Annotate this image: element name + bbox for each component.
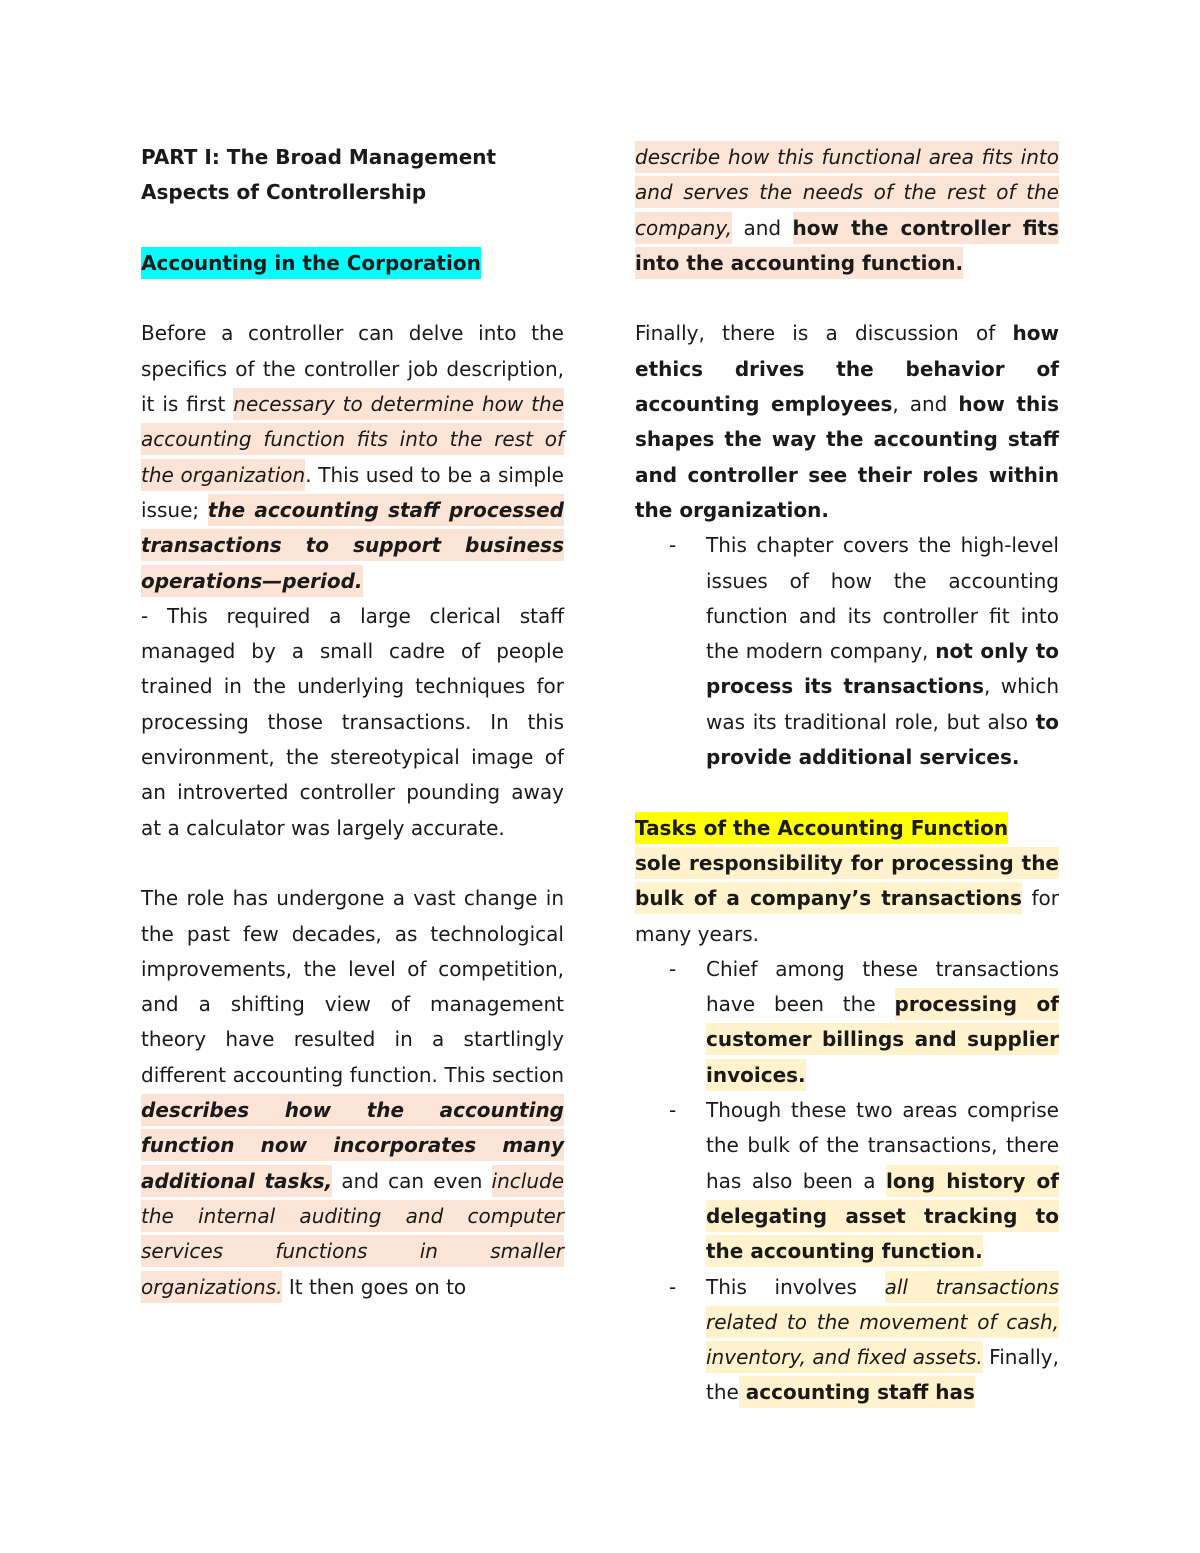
bullet-dash: - (669, 956, 677, 981)
paragraph-continued (635, 140, 1059, 281)
part-title: PART I: The Broad Management Aspects of Controllership (141, 145, 497, 205)
highlighted-text: long history of delegating asset tracking to the accounting function. (706, 1165, 1059, 1268)
text: Finally, the (706, 1345, 1060, 1405)
highlighted-text: include the internal auditing and computer services functions in smaller organizations. (141, 1165, 564, 1303)
text: Finally, there is a discussion of (635, 321, 1013, 346)
bullet-dash: - (669, 1274, 677, 1299)
bold-text: how ethics drives the behavior of accounting employees (635, 321, 1059, 417)
heading-highlight: Accounting in the Corporation (141, 247, 481, 279)
text: It then goes on to (282, 1274, 467, 1299)
highlighted-text: all transactions related to the movement of cash, inventory, and fixed assets. (706, 1271, 1059, 1374)
text: and (731, 215, 793, 240)
paragraph-role-change (141, 881, 564, 1305)
text: The role has undergone a vast change in the past few decades, as technological improvements, the level of competition, and a shifting view of management theory have resulted in a startlingly different accounting function. This section (141, 886, 564, 1087)
section-heading-tasks (635, 811, 1059, 846)
right-column (635, 140, 1059, 1411)
bold-text: not only to process its transactions (706, 639, 1059, 699)
highlighted-text: describes how the accounting function now incorporates many additional tasks, (141, 1094, 564, 1197)
highlighted-text: describe how this functional area fits into and serves the needs of the rest of the company, (635, 141, 1059, 244)
text: Though these two areas comprise the bulk of the transactions, there has also been a (706, 1098, 1059, 1193)
left-column (141, 140, 564, 1305)
bullet-dash: - (669, 533, 677, 558)
text: , and (892, 392, 959, 417)
bold-text: how this shapes the way the accounting staff and controller see their roles within the organization. (635, 392, 1059, 522)
text: , which was its traditional role, but also (706, 674, 1059, 734)
bullet-involves-transactions (635, 1270, 1059, 1411)
highlighted-text: processing of customer billings and supplier invoices. (706, 988, 1059, 1091)
heading-highlight: Tasks of the Accounting Function (635, 812, 1008, 844)
highlighted-text: necessary to determine how the accounting function fits into the rest of the organization (141, 388, 564, 491)
text: Before a controller can delve into the specifics of the controller job description, it is first (141, 321, 564, 417)
paragraph-intro (141, 316, 564, 598)
paragraph-ethics (635, 316, 1059, 528)
bullet-chapter-covers (635, 528, 1059, 775)
highlighted-text: sole responsibility for processing the bulk of a company’s transactions (635, 847, 1059, 914)
text: and can even (332, 1168, 492, 1193)
bullet-chief-transactions (635, 952, 1059, 1093)
text: This chapter covers the high-level issues of how the accounting function and its controller fit into the modern company, (706, 533, 1059, 664)
highlighted-text: the accounting staff processed transactions to support business operations—period. (141, 494, 564, 597)
section-heading-accounting-in-corporation (141, 246, 564, 281)
bullet-asset-tracking (635, 1093, 1059, 1269)
text: This involves (706, 1274, 885, 1299)
highlighted-text: accounting staff has (739, 1376, 975, 1408)
text: . This used to be a simple issue; (141, 462, 564, 522)
text: for many years. (635, 886, 1059, 946)
paragraph-sole-responsibility (635, 846, 1059, 952)
text: Chief among these transactions have been the (706, 956, 1059, 1017)
bold-text: to provide additional services. (706, 709, 1059, 770)
paragraph-clerical-staff: - This required a large clerical staff managed by a small cadre of people trained in the underlying techniques for processing those transactions. In this environment, the stereotypical image of an introverted controller pounding away at a calculator was largely accurate. (141, 603, 564, 840)
highlighted-text: how the controller fits into the accounting function. (635, 212, 1059, 279)
bullet-dash: - (669, 1098, 677, 1123)
